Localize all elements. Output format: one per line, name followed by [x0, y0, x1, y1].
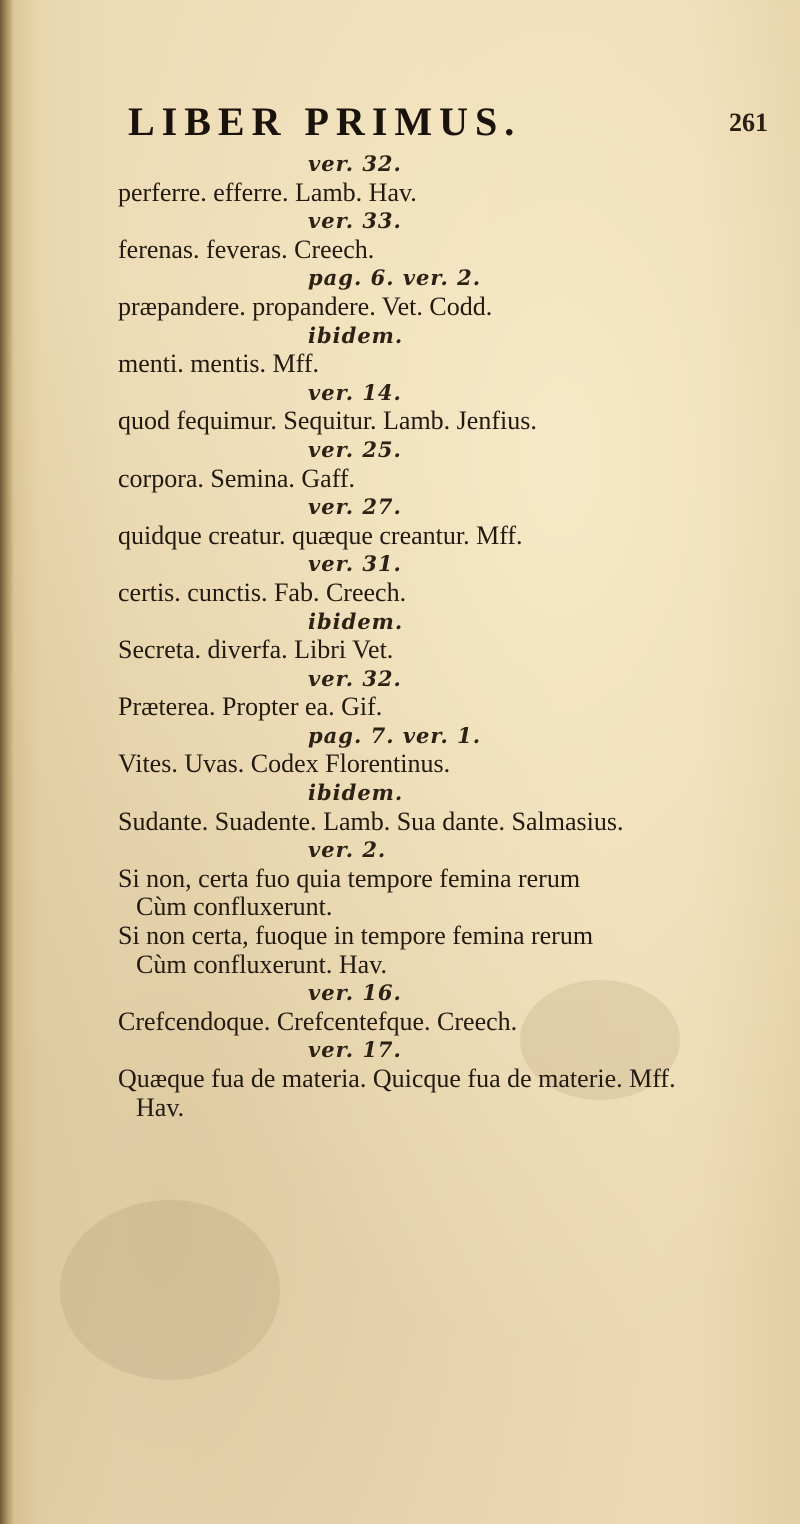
variant-reading-line: Si non certa, fuoque in tempore femina rerum: [118, 921, 594, 951]
variant-reading-line: perferre. efferre. Lamb. Hav.: [118, 177, 417, 207]
variant-reading-line: corpora. Semina. Gaff.: [118, 463, 356, 493]
verse-reference: ver. 17.: [308, 1037, 402, 1063]
verse-reference: ibidem.: [308, 780, 404, 806]
variant-reading-line: Cùm confluxerunt.: [136, 892, 333, 922]
verse-reference: ibidem.: [308, 322, 404, 348]
variant-reading-line: menti. mentis. Mff.: [118, 349, 320, 379]
variant-reading-line: ferenas. feveras. Creech.: [118, 234, 375, 264]
variant-reading-line: Sudante. Suadente. Lamb. Sua dante. Salmasius.: [118, 806, 624, 836]
running-title: LIBER PRIMUS.: [128, 99, 522, 144]
verse-reference: pag. 7. ver. 1.: [308, 722, 482, 748]
verse-reference: ver. 2.: [308, 837, 387, 863]
variant-reading-line: Vites. Uvas. Codex Florentinus.: [118, 749, 451, 779]
verse-reference: ver. 16.: [308, 980, 402, 1006]
page-number: 261: [729, 108, 768, 137]
verse-reference: ver. 32.: [308, 151, 402, 176]
variant-reading-line: Quæque fua de materia. Quicque fua de materie. Mff.: [118, 1064, 676, 1093]
variant-reading-line: Secreta. diverfa. Libri Vet.: [118, 635, 394, 665]
verse-reference: ver. 31.: [308, 551, 402, 577]
verse-reference: ver. 25.: [308, 436, 402, 462]
variant-readings-list: [118, 150, 758, 1122]
verse-reference: ver. 27.: [308, 494, 402, 520]
variant-reading-line: certis. cunctis. Fab. Creech.: [118, 577, 407, 607]
page-header: [128, 98, 768, 148]
variant-reading-line: Præterea. Propter ea. Gif.: [118, 692, 383, 722]
variant-reading-line: Crefcendoque. Crefcentefque. Creech.: [118, 1006, 518, 1036]
verse-reference: ver. 33.: [308, 208, 402, 234]
variant-reading-line: quidque creatur. quæque creantur. Mff.: [118, 520, 523, 550]
variant-reading-line: Hav.: [136, 1092, 185, 1122]
variant-reading-line: præpandere. propandere. Vet. Codd.: [118, 291, 493, 321]
paper-stain: [60, 1200, 280, 1380]
variant-reading-line: Si non, certa fuo quia tempore femina rerum: [118, 863, 581, 893]
page-gutter-edge: [0, 0, 14, 1524]
variant-reading-line: quod fequimur. Sequitur. Lamb. Jenfius.: [118, 406, 537, 436]
variant-reading-line: Cùm confluxerunt. Hav.: [136, 949, 388, 979]
verse-reference: ver. 32.: [308, 665, 402, 691]
verse-reference: pag. 6. ver. 2.: [308, 265, 482, 291]
verse-reference: ibidem.: [308, 608, 404, 634]
verse-reference: ver. 14.: [308, 379, 402, 405]
